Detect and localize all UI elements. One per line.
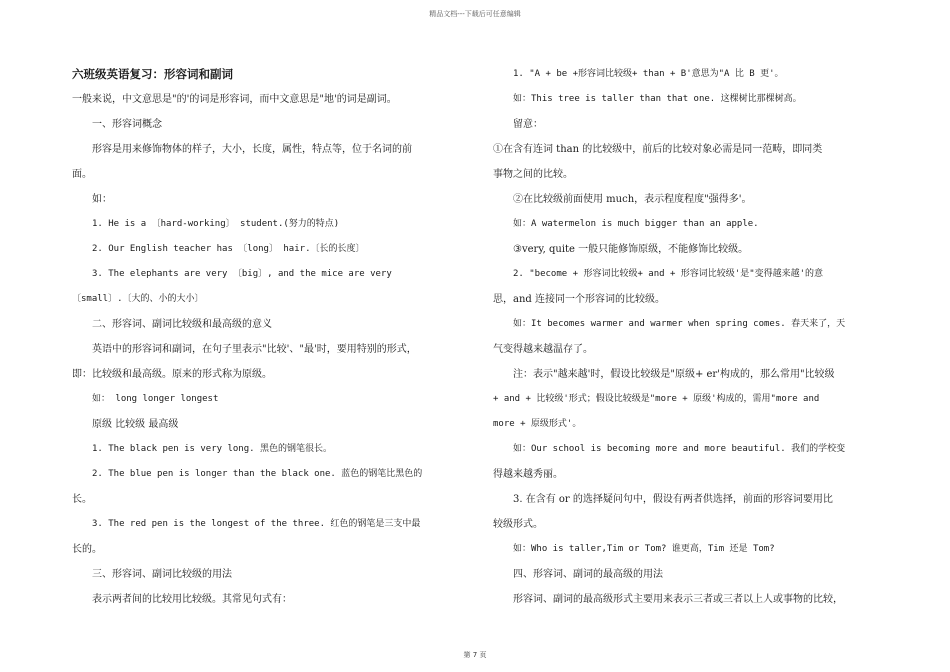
text-line: 如： long longer longest <box>92 394 219 404</box>
text-line: 事物之间的比较。 <box>493 169 573 180</box>
text-line: 思，and 连接同一个形容词的比较级。 <box>493 294 665 305</box>
text-line: 如：Who is taller,Tim or Tom? 谁更高，Tim 还是 Tom? <box>513 544 775 554</box>
text-line: 形容词、副词的最高级形式主要用来表示三者或三者以上人或事物的比较， <box>513 594 843 605</box>
text-line: 原级 比较级 最高级 <box>92 419 179 430</box>
text-line: 〔small〕.〔大的、小的大小〕 <box>72 294 204 304</box>
text-line: 如：It becomes warmer and warmer when spring comes. 春天来了，天 <box>513 319 846 329</box>
text-line: 即：比较级和最高级。原来的形式称为原级。 <box>72 369 272 380</box>
text-line: + and + 比较级'形式；假设比较级是"more + 原级'构成的，需用"more and <box>493 394 820 404</box>
text-line: 3. The elephants are very 〔big〕, and the mice are very <box>92 269 392 279</box>
text-line: 2. The blue pen is longer than the black one. 蓝色的钢笔比黑色的 <box>92 469 423 479</box>
text-line: 2. Our English teacher has 〔long〕 hair.〔长的长度〕 <box>92 244 365 254</box>
text-line: ②在比较级前面使用 much，表示程度程度"强得多'。 <box>513 194 752 205</box>
text-line: 较级形式。 <box>493 519 543 530</box>
text-line: 表示两者间的比较用比较级。其常见句式有： <box>92 594 292 605</box>
text-line: more + 原级形式'。 <box>493 419 582 429</box>
text-line: 二、形容词、副词比较级和最高级的意义 <box>92 319 272 330</box>
text-line: 气变得越来越温存了。 <box>493 344 593 355</box>
text-line: 得越来越秀丽。 <box>493 469 563 480</box>
text-line: 英语中的形容词和副词，在句子里表示"比较'、"最'时，要用特别的形式， <box>92 344 417 355</box>
text-line: 四、形容词、副词的最高级的用法 <box>513 569 663 580</box>
text-line: 长的。 <box>72 544 102 555</box>
document-title: 六班级英语复习：形容词和副词 <box>72 67 233 81</box>
right-column <box>493 62 875 612</box>
text-line: 一般来说，中文意思是"的'的词是形容词，而中文意思是"地'的词是副词。 <box>72 94 397 105</box>
text-line: 长。 <box>72 494 92 505</box>
text-line: 三、形容词、副词比较级的用法 <box>92 569 232 580</box>
text-line: 如：A watermelon is much bigger than an apple. <box>513 219 759 229</box>
left-column <box>72 62 454 612</box>
text-line: 3. The red pen is the longest of the three. 红色的钢笔是三支中最 <box>92 519 421 529</box>
text-line: 如：This tree is taller than that one. 这棵树比那棵树高。 <box>513 94 802 104</box>
page-header: 精品文档---下载后可任意编辑 <box>429 10 521 18</box>
page-number: 第 7 页 <box>463 651 487 659</box>
text-line: 一、形容词概念 <box>92 119 162 130</box>
text-line: 留意： <box>513 119 543 130</box>
text-line: 3. 在含有 or 的选择疑问句中，假设有两者供选择，前面的形容词要用比 <box>513 494 833 505</box>
text-line: 形容是用来修饰物体的样子，大小，长度，属性，特点等，位于名词的前 <box>92 144 412 155</box>
text-line: ③very, quite 一般只能修饰原级，不能修饰比较级。 <box>513 244 749 255</box>
text-line: 如：Our school is becoming more and more beautiful. 我们的学校变 <box>513 444 846 454</box>
text-line: 2. "become + 形容词比较级+ and + 形容词比较级'是"变得越来越'的意 <box>513 269 824 279</box>
text-line: 1. The black pen is very long. 黑色的钢笔很长。 <box>92 444 332 454</box>
text-line: ①在含有连词 than 的比较级中，前后的比较对象必需是同一范畴，即同类 <box>493 144 823 155</box>
text-line: 如： <box>92 194 112 205</box>
text-line: 面。 <box>72 169 92 180</box>
text-line: 注：表示"越来越'时，假设比较级是"原级+ er'构成的，那么常用"比较级 <box>513 369 835 380</box>
text-line: 1. "A + be +形容词比较级+ than + B'意思为"A 比 B 更'。 <box>513 69 784 79</box>
text-line: 1. He is a 〔hard-working〕 student.(努力的特点) <box>92 219 340 229</box>
